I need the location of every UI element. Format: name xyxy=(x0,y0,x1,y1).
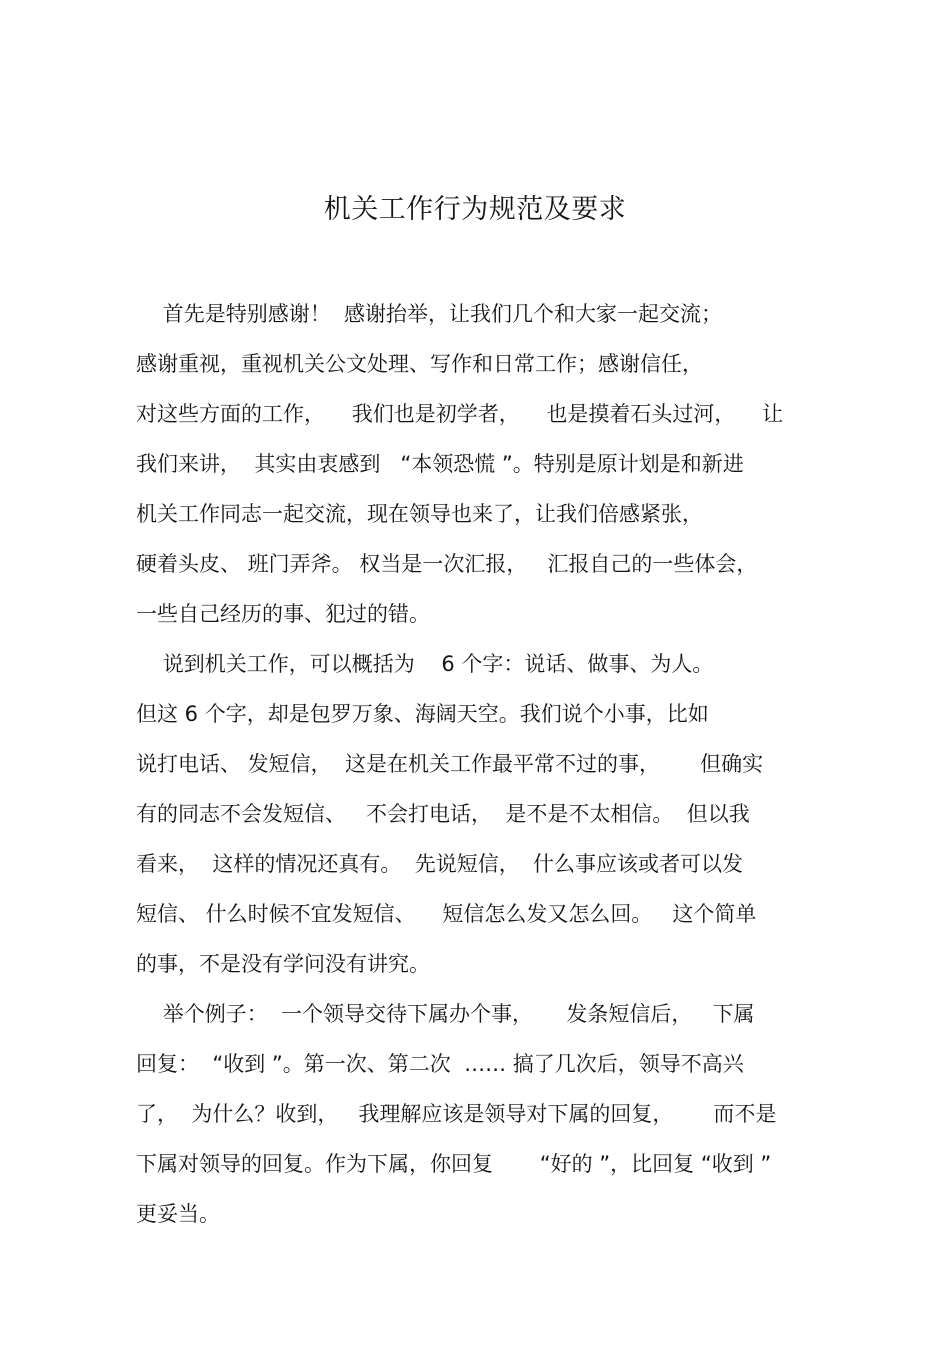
text-line: 的事，不是没有学问没有讲究。 xyxy=(136,952,430,976)
text-line: 说到机关工作，可以概括为 6 个字：说话、做事、为人。 xyxy=(136,652,714,676)
text-line: 有的同志不会发短信、 不会打电话， 是不是不太相信。 但以我 xyxy=(136,802,750,826)
text-line: 说打电话、 发短信， 这是在机关工作最平常不过的事， 但确实 xyxy=(136,752,764,776)
text-line: 了， 为什么？收到， 我理解应该是领导对下属的回复， 而不是 xyxy=(136,1102,777,1126)
text-line: 对这些方面的工作， 我们也是初学者， 也是摸着石头过河， 让 xyxy=(136,402,784,426)
text-line: 一些自己经历的事、犯过的错。 xyxy=(136,602,430,626)
document-title: 机关工作行为规范及要求 xyxy=(323,194,627,225)
text-line: 更妥当。 xyxy=(136,1202,220,1226)
text-line: 回复： “收到 ”。第一次、第二次 …… 搞了几次后，领导不高兴 xyxy=(136,1052,744,1076)
text-line: 短信、 什么时候不宜发短信、 短信怎么发又怎么回。 这个简单 xyxy=(136,902,757,926)
text-line: 看来， 这样的情况还真有。 先说短信， 什么事应该或者可以发 xyxy=(136,852,744,876)
text-line: 硬着头皮、 班门弄斧。 权当是一次汇报， 汇报自己的一些体会， xyxy=(136,552,758,576)
text-line: 感谢重视，重视机关公文处理、写作和日常工作；感谢信任， xyxy=(136,352,703,376)
text-line: 首先是特别感谢！ 感谢抬举，让我们几个和大家一起交流； xyxy=(136,302,723,326)
text-line: 机关工作同志一起交流，现在领导也来了，让我们倍感紧张， xyxy=(136,502,703,526)
text-line: 举个例子： 一个领导交待下属办个事， 发条短信后， 下属 xyxy=(136,1002,755,1026)
text-line: 我们来讲， 其实由衷感到 “本领恐慌 ”。特别是原计划是和新进 xyxy=(136,452,744,476)
text-line: 但这 6 个字，却是包罗万象、海阔天空。我们说个小事，比如 xyxy=(136,702,709,726)
text-line: 下属对领导的回复。作为下属，你回复 “好的 ”，比回复 “收到 ” xyxy=(136,1152,772,1176)
